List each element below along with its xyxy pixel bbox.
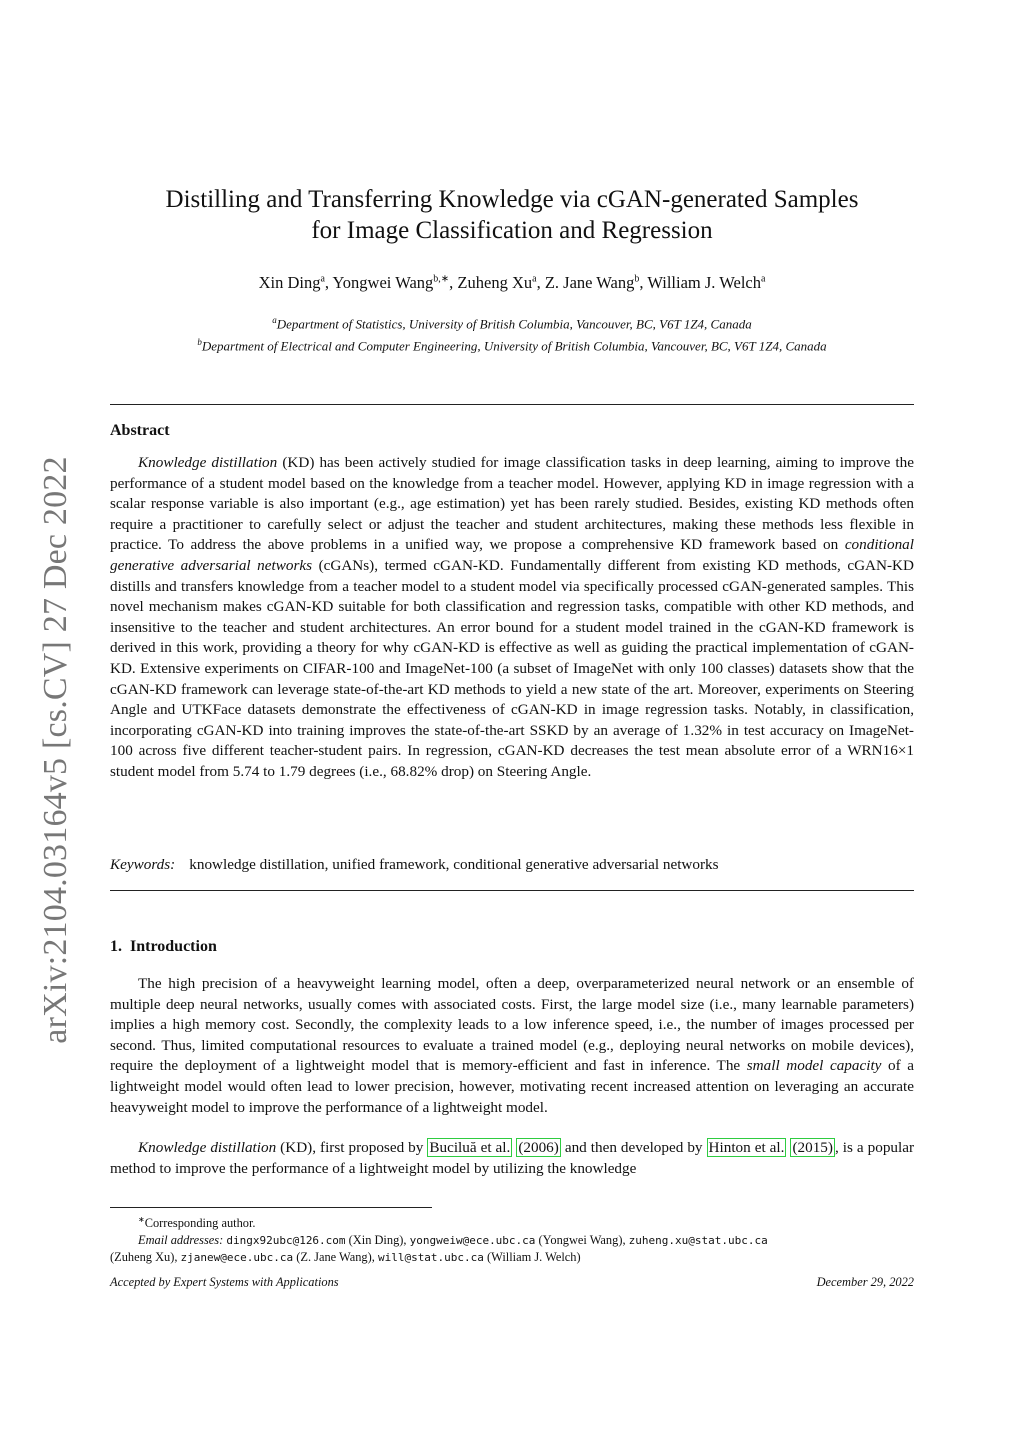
paper-title (110, 184, 914, 246)
cgan-term: conditional generative adversarial networks (110, 536, 914, 574)
author-list (110, 273, 914, 293)
keywords-label: Keywords: (110, 856, 176, 873)
email-link[interactable]: dingx92ubc@126.com (226, 1234, 346, 1248)
date-note: December 29, 2022 (816, 1275, 914, 1289)
intro-paragraph-1: The high precision of a heavyweight learning model, often a deep, overparameterized neural network or an ensemble of multiple deep neural networks, usually comes with associated costs. First, the large model size (i.e., many learnable parameters) implies a high memory cost. Secondly, the complexity leads to a low inference speed, i.e., the number of images processed per second. Thus, limited computational resources to evaluate a trained model (e.g., deploying neural networks on mobile devices), require the deployment of a lightweight model that is memory-efficient and fast in inference. The small model capacity of a lightweight model would often lead to lower precision, however, motivating recent increased attention on leveraging an accurate heavyweight model to improve the performance of a lightweight model. (110, 975, 914, 1116)
title-line-2: for Image Classification and Regression (311, 217, 713, 244)
abstract-heading: Abstract (110, 422, 170, 439)
title-line-1: Distilling and Transferring Knowledge via cGAN-generated Samples (165, 186, 859, 213)
abstract-top-rule (110, 404, 914, 405)
citation-bucilua-name[interactable]: Buciluă et al. (429, 1139, 511, 1156)
journal-note: Accepted by Expert Systems with Applications (110, 1275, 339, 1289)
keywords-text: knowledge distillation, unified framework, conditional generative adversarial networks (189, 856, 719, 873)
author: Yongwei Wang$^{b,∗}$, (332, 273, 458, 292)
author: Zuheng Xu$^a$, (457, 273, 545, 292)
intro-paragraph-2: Knowledge distillation (KD), first proposed by Buciluă et al. (2006) and then developed by Hinton et al. (2015) , is a popular method to improve the performance of a lightweight model by utilizing the knowledge (110, 1139, 915, 1177)
citation-hinton-name[interactable]: Hinton et al. (708, 1139, 785, 1156)
kd-term: Knowledge distillation (138, 454, 278, 471)
email-link[interactable]: will@stat.ubc.ca (377, 1251, 484, 1265)
citation-bucilua-year[interactable]: (2006) (518, 1139, 559, 1156)
email-addresses-line-1: Email addresses: dingx92ubc@126.com (Xin Ding), yongweiw@ece.ubc.ca (Yongwei Wang), zuheng.xu@stat.ubc.ca (138, 1233, 768, 1248)
affiliation-b: $^b$Department of Electrical and Computer Engineering, University of British Columbia, Vancouver, BC, V6T 1Z4, Canada (197, 337, 827, 354)
abstract-bottom-rule (110, 890, 914, 891)
section-heading-introduction: 1. Introduction (110, 938, 217, 955)
email-addresses-line-2: (Zuheng Xu), zjanew@ece.ubc.ca (Z. Jane Wang), will@stat.ubc.ca (William J. Welch) (110, 1250, 581, 1265)
footnote-rule (110, 1207, 432, 1208)
citation-hinton-year[interactable]: (2015) (792, 1139, 833, 1156)
arxiv-id-text[interactable]: arXiv:2104.03164v5 [cs.CV] 27 Dec 2022 (37, 456, 74, 1044)
corresponding-author-note: ∗Corresponding author. (138, 1215, 256, 1231)
email-link[interactable]: zuheng.xu@stat.ubc.ca (628, 1234, 768, 1248)
affiliation-a: $^a$Department of Statistics, University of British Columbia, Vancouver, BC, V6T 1Z4, Canada (272, 315, 752, 332)
author: Xin Ding$^a$, (258, 273, 333, 292)
keywords (110, 856, 914, 874)
abstract-body: Knowledge distillation (KD) has been actively studied for image classification tasks in deep learning, aiming to improve the performance of a student model based on the knowledge from a teacher model. However, applying KD in image regression with a scalar response variable is also important (e.g., age estimation) yet has been rarely studied. Besides, existing KD methods often require a practitioner to carefully select or adjust the teacher and student architectures, making these methods less flexible in practice. To address the above problems in a unified way, we propose a comprehensive KD framework based on conditional generative adversarial networks (cGANs), termed cGAN-KD. Fundamentally different from existing KD methods, cGAN-KD distills and transfers knowledge from a teacher model to a student model via specifically processed cGAN-generated samples. This novel mechanism makes cGAN-KD suitable for both classification and regression tasks, compatible with other KD methods, and insensitive to the teacher and student architectures. An error bound for a student model trained in the cGAN-KD framework is derived in this work, providing a theory for why cGAN-KD is effective as well as guiding the practical implementation of cGAN-KD. Extensive experiments on CIFAR-100 and ImageNet-100 (a subset of ImageNet with only 100 classes) datasets show that the cGAN-KD framework can leverage state-of-the-art KD methods to yield a new state of the art. Moreover, experiments on Steering Angle and UTKFace datasets demonstrate the effectiveness of cGAN-KD in image regression tasks. Notably, in classification, incorporating cGAN-KD into training improves the state-of-the-art SSKD by an average of 1.32% in test accuracy on ImageNet-100 across five different teacher-student pairs. In regression, cGAN-KD decreases the test mean absolute error of a WRN16×1 student model from 5.74 to 1.79 degrees (i.e., 68.82% drop) on Steering Angle. (110, 454, 914, 780)
email-link[interactable]: zjanew@ece.ubc.ca (180, 1251, 294, 1265)
footnotes (110, 1211, 914, 1266)
author: William J. Welch$^a$ (647, 273, 766, 292)
author: Z. Jane Wang$^b$, (544, 273, 648, 292)
affiliations (100, 311, 924, 356)
email-link[interactable]: yongweiw@ece.ubc.ca (409, 1234, 536, 1248)
